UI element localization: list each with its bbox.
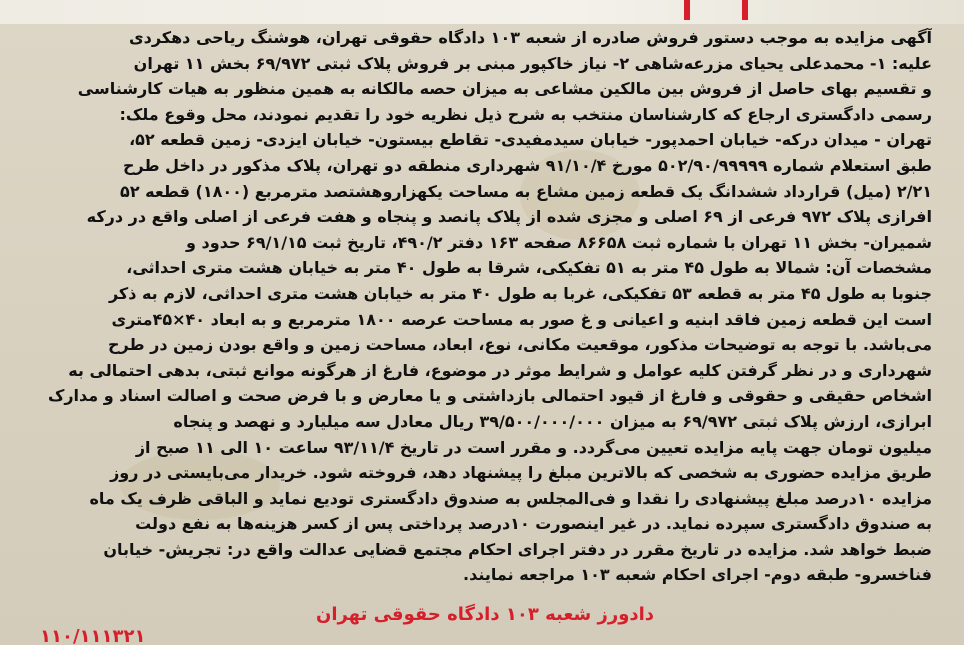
notice-line: مشخصات آن: شمالا به طول ۴۵ متر به ۵۱ تفکیکی، شرقا به طول ۴۰ متر به خیابان هشت متری احداثی، <box>126 258 932 278</box>
red-header-mark-right <box>742 0 748 20</box>
court-officer-signature: دادورز شعبه ۱۰۳ دادگاه حقوقی تهران <box>315 604 655 625</box>
notice-line: است این قطعه زمین فاقد ابنیه و اعیانی و غ صور به مساحت عرصه ۱۸۰۰ مترمربع و به ابعاد ۴۰×۴۵متری <box>111 309 932 329</box>
red-header-mark-left <box>684 0 690 20</box>
notice-line: تهران - میدان درکه- خیابان احمدپور- خیابان سیدمفیدی- تقاطع بیستون- خیابان ایزدی- زمین قطعه ۵۲، <box>129 130 932 150</box>
notice-line: رسمی دادگستری ارجاع که کارشناسان منتخب به شرح ذیل نظریه خود را تقدیم نمودند، محل وقوع ملک: <box>119 104 932 124</box>
notice-line: میلیون تومان جهت پایه مزایده تعیین می‌گردد. و مقرر است در تاریخ ۹۳/۱۱/۴ ساعت ۱۰ الی ۱۱ صبح از <box>135 437 932 457</box>
notice-line: می‌باشد. با توجه به توضیحات مذکور، موقعیت مکانی، نوع، ابعاد، مساحت زمین و واقع بودن زمین در طرح <box>108 335 932 355</box>
notice-line: به صندوق دادگستری سپرده نماید. در غیر اینصورت ۱۰درصد پرداختی پس از کسر هزینه‌ها به نفع دولت <box>135 514 932 534</box>
notice-line: آگهی مزایده به موجب دستور فروش صادره از شعبه ۱۰۳ دادگاه حقوقی تهران، هوشنگ ریاحی دهکردی <box>128 28 932 47</box>
notice-line: فناخسرو- طبقه دوم- اجرای احکام شعبه ۱۰۳ مراجعه نمایند. <box>463 565 932 585</box>
top-margin-strip <box>0 0 964 24</box>
notice-line: طبق استعلام شماره ۵۰۲/۹۰/۹۹۹۹۹ مورخ ۹۱/۱۰/۴ شهرداری منطقه دو تهران، پلاک مذکور در داخل طرح <box>122 155 932 175</box>
notice-line: شهرداری و در نظر گرفتن کلیه عوامل و شرایط موثر در موضوع، فارغ از هرگونه موانع ثبتی، بدهی احتمالی به <box>68 360 932 380</box>
advertisement-number: ۱۱۰/۱۱۱۳۲۱ <box>40 626 146 645</box>
notice-line: شمیران- بخش ۱۱ تهران با شماره ثبت ۸۶۶۵۸ صفحه ۱۶۳ دفتر ۴۹۰/۲، تاریخ ثبت ۶۹/۱/۱۵ حدود و <box>186 232 932 252</box>
notice-line: ابرازی، ارزش پلاک ثبتی ۶۹/۹۷۲ به میزان ۳۹/۵۰۰/۰۰۰/۰۰۰ ریال معادل سه میلیارد و نهصد و پنجاه <box>173 411 932 431</box>
notice-line: اشخاص حقیقی و حقوقی و فارغ از قیود احتمالی بازداشتی و یا معارض و با فرض صحت و اصالت اسناد و مدارک <box>47 386 932 406</box>
notice-line: ضبط خواهد شد. مزایده در تاریخ مقرر در دفتر اجرای احکام مجتمع قضایی عدالت واقع در: تجریش- خیابان <box>103 539 932 559</box>
notice-line: افرازی پلاک ۹۷۲ فرعی از ۶۹ اصلی و مجزی شده از پلاک پانصد و پنجاه و هفت فرعی از اصلی واقع در درکه <box>86 207 932 227</box>
auction-notice-body <box>38 25 932 588</box>
notice-line: و تقسیم بهای حاصل از فروش بین مالکین مشاعی به میزان حصه مالکانه به همین منظور به هیات کارشناسی <box>77 79 932 99</box>
notice-line: جنوبا به طول ۴۵ متر به قطعه ۵۳ تفکیکی، غربا به طول ۴۰ متر به خیابان هشت متری احداثی، لازم به ذکر <box>108 283 932 303</box>
notice-line: طریق مزایده حضوری به شخصی که بالاترین مبلغ را پیشنهاد دهد، فروخته شود. خریدار می‌بایستی در روز <box>110 463 932 483</box>
notice-line: ۲/۲۱ (میل) قرارداد ششدانگ یک قطعه زمین مشاع به مساحت یکهزاروهشتصد مترمربع (۱۸۰۰) قطعه ۵۲ <box>120 181 932 201</box>
notice-line: علیه: ۱- محمدعلی یحیای مزرعه‌شاهی ۲- نیاز خاکپور مبنی بر فروش پلاک ثبتی ۶۹/۹۷۲ بخش ۱۱ تهران <box>133 53 932 73</box>
notice-line: مزایده ۱۰درصد مبلغ پیشنهادی را نقدا و فی‌المجلس به صندوق دادگستری تودیع نماید و الباقی ظرف یک ماه <box>89 488 932 508</box>
